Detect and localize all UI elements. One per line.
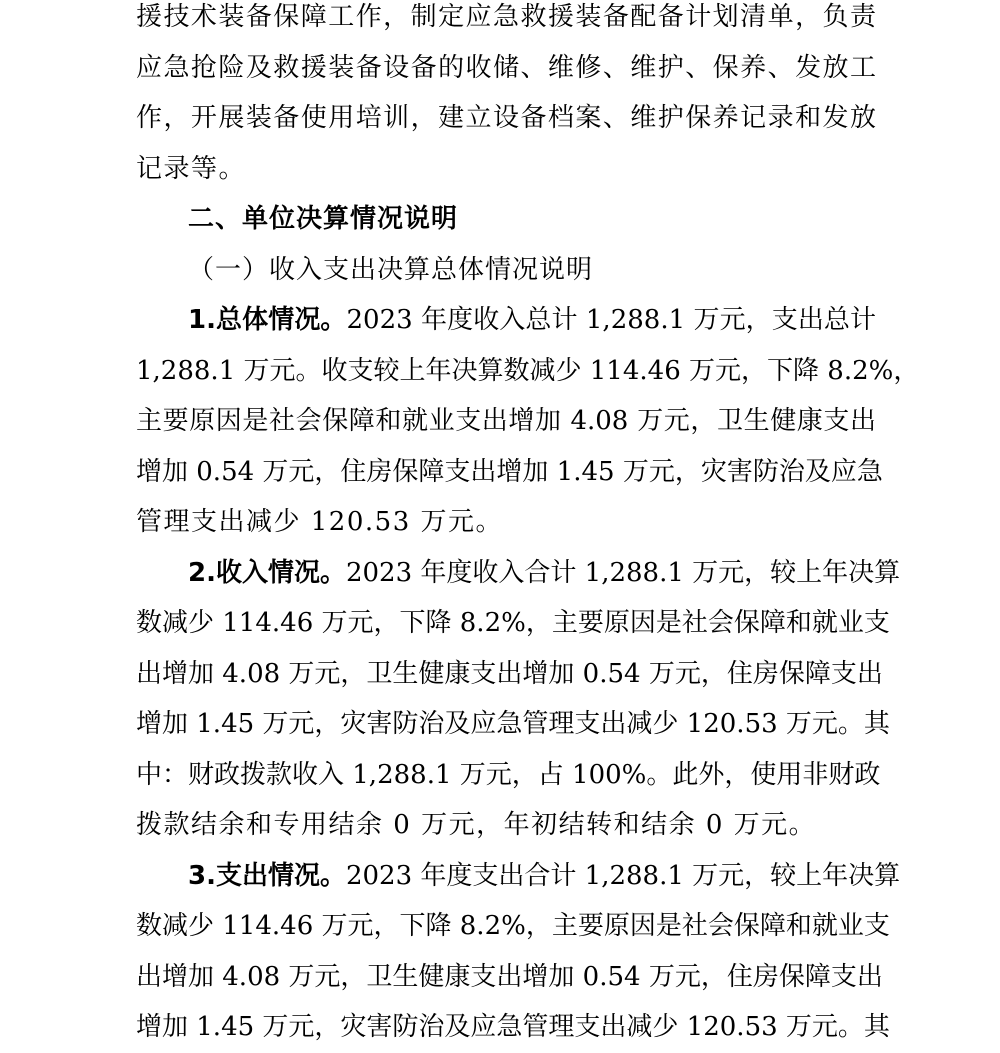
paragraph-first-line	[136, 295, 876, 346]
intro-paragraph	[136, 0, 876, 194]
paragraph-lead: 2.收入情况。	[188, 557, 346, 588]
paragraph-line: 增加 1.45 万元，灾害防治及应急管理支出减少 120.53 万元。其	[136, 709, 890, 739]
paragraph-line: 管理支出减少 120.53 万元。	[136, 507, 504, 537]
paragraph-line: 数减少 114.46 万元，下降 8.2%，主要原因是社会保障和就业支	[136, 608, 890, 638]
subsection-heading: （一）收入支出决算总体情况说明	[188, 254, 594, 285]
paragraph-line: 主要原因是社会保障和就业支出增加 4.08 万元，卫生健康支出	[136, 406, 876, 436]
paragraph-line: 记录等。	[136, 153, 247, 184]
paragraph-lead: 1.总体情况。	[188, 305, 347, 335]
overall-paragraph	[136, 295, 920, 548]
paragraph-first-line	[136, 851, 901, 902]
section-heading: 二、单位决算情况说明	[188, 204, 459, 234]
paragraph-line-rest: 2023 年度收入合计 1,288.1 万元，较上年决算	[345, 557, 901, 588]
paragraph-line: 应急抢险及救援装备设备的收储、维修、维护、保养、发放工	[136, 52, 876, 83]
paragraph-line: 增加 0.54 万元，住房保障支出增加 1.45 万元，灾害防治及应急	[136, 456, 883, 487]
paragraph-line: 1,288.1 万元。收支较上年决算数减少 114.46 万元，下降 8.2%，	[136, 355, 920, 386]
paragraph-line: 作，开展装备使用培训，建立设备档案、维护保养记录和发放	[136, 103, 876, 133]
paragraph-line-rest: 2023 年度收入总计 1,288.1 万元，支出总计	[346, 305, 877, 335]
document-page	[136, 0, 920, 1053]
paragraph-line: 援技术装备保障工作，制定应急救援装备配备计划清单，负责	[136, 2, 876, 32]
expense-paragraph	[136, 851, 901, 1053]
income-paragraph	[136, 548, 901, 851]
paragraph-line: 拨款结余和专用结余 0 万元，年初结转和结余 0 万元。	[136, 810, 817, 840]
paragraph-line: 中：财政拨款收入 1,288.1 万元，占 100%。此外，使用非财政	[136, 759, 881, 790]
paragraph-line-rest: 2023 年度支出合计 1,288.1 万元，较上年决算	[345, 860, 901, 891]
paragraph-lead: 3.支出情况。	[188, 860, 346, 891]
paragraph-line: 数减少 114.46 万元，下降 8.2%，主要原因是社会保障和就业支	[136, 911, 890, 941]
paragraph-line: 增加 1.45 万元，灾害防治及应急管理支出减少 120.53 万元。其	[136, 1012, 890, 1042]
paragraph-first-line	[136, 548, 901, 599]
paragraph-line: 出增加 4.08 万元，卫生健康支出增加 0.54 万元，住房保障支出	[136, 658, 883, 689]
paragraph-line: 出增加 4.08 万元，卫生健康支出增加 0.54 万元，住房保障支出	[136, 961, 883, 992]
